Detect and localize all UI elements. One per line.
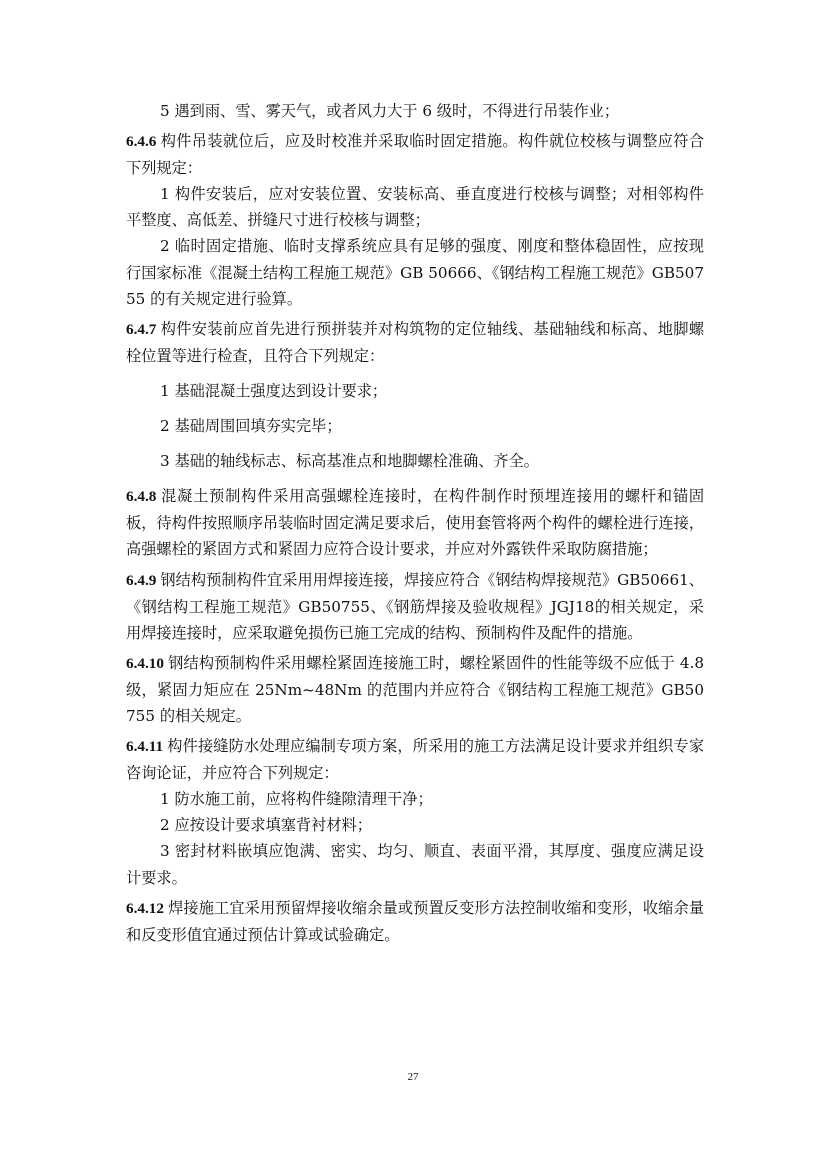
paragraph-text: 3 基础的轴线标志、标高基准点和地脚螺栓准确、齐全。 [160,452,539,471]
document-body [126,98,704,948]
paragraph-text: 钢结构预制构件采用螺栓紧固连接施工时，螺栓紧固件的性能等级不应低于 4.8 级，紧固力矩应在 25Nm~48Nm 的范围内并应符合《钢结构工程施工规范》GB50755 的相关规定。 [126,653,704,725]
list-item [126,181,704,233]
clause-6-4-6 [126,128,704,181]
clause-number: 6.4.8 [126,488,157,506]
list-item [126,812,704,838]
clause-number: 6.4.10 [126,654,164,672]
paragraph-text: 混凝土预制构件采用高强螺栓连接时，在构件制作时预埋连接用的螺杆和锚固板，待构件按照顺序吊装临时固定满足要求后，使用套管将两个构件的螺栓进行连接，高强螺栓的紧固方式和紧固力应符合设计要求，并应对外露铁件采取防腐措施； [126,487,704,559]
paragraph-text: 2 基础周围回填夯实完毕； [160,417,342,436]
list-item [126,448,704,474]
list-item [126,98,704,124]
page-number: 27 [407,1071,419,1083]
list-item [126,413,704,439]
clause-6-4-12 [126,895,704,948]
paragraph-text: 构件吊装就位后，应及时校准并采取临时固定措施。构件就位校核与调整应符合下列规定： [126,132,704,178]
clause-6-4-8 [126,483,704,562]
paragraph-text: 1 防水施工前，应将构件缝隙清理干净； [160,790,433,809]
paragraph-text: 3 密封材料嵌填应饱满、密实、均匀、顺直、表面平滑，其厚度、强度应满足设计要求。 [126,842,704,887]
clause-number: 6.4.11 [126,738,164,756]
clause-number: 6.4.12 [126,899,164,917]
clause-6-4-9 [126,567,704,646]
paragraph-text: 1 基础混凝土强度达到设计要求； [160,381,388,400]
list-item [126,838,704,890]
paragraph-text: 5 遇到雨、雪、雾天气，或者风力大于 6 级时，不得进行吊装作业； [160,102,620,120]
list-item [126,378,704,404]
list-item [126,786,704,812]
clause-6-4-10 [126,650,704,729]
clause-6-4-7 [126,316,704,369]
paragraph-text: 2 应按设计要求填塞背衬材料； [160,816,372,835]
paragraph-text: 钢结构预制构件宜采用用焊接连接，焊接应符合《钢结构焊接规范》GB50661、《钢结构工程施工规范》GB50755、《钢筋焊接及验收规程》JGJ18的相关规定，采用焊接连接时，应采取避免损伤已施工完成的结构、预制构件及配件的措施。 [126,570,704,642]
clause-number: 6.4.7 [126,320,157,338]
paragraph-text: 1 构件安装后，应对安装位置、安装标高、垂直度进行校核与调整；对相邻构件平整度、高低差、拼缝尺寸进行校核与调整； [126,185,704,230]
clause-6-4-11 [126,733,704,786]
paragraph-text: 构件接缝防水处理应编制专项方案，所采用的施工方法满足设计要求并组织专家咨询论证，并应符合下列规定： [126,737,704,783]
clause-number: 6.4.9 [126,571,157,589]
paragraph-text: 焊接施工宜采用预留焊接收缩余量或预置反变形方法控制收缩和变形，收缩余量和反变形值宜通过预估计算或试验确定。 [126,898,704,944]
clause-number: 6.4.6 [126,133,157,151]
paragraph-text: 构件安装前应首先进行预拼装并对构筑物的定位轴线、基础轴线和标高、地脚螺栓位置等进行检查，且符合下列规定： [126,319,704,365]
list-item [126,233,704,311]
paragraph-text: 2 临时固定措施、临时支撑系统应具有足够的强度、刚度和整体稳固性，应按现行国家标准《混凝土结构工程施工规范》GB 50666、《钢结构工程施工规范》GB50755 的有关规定进行验算。 [126,237,704,308]
